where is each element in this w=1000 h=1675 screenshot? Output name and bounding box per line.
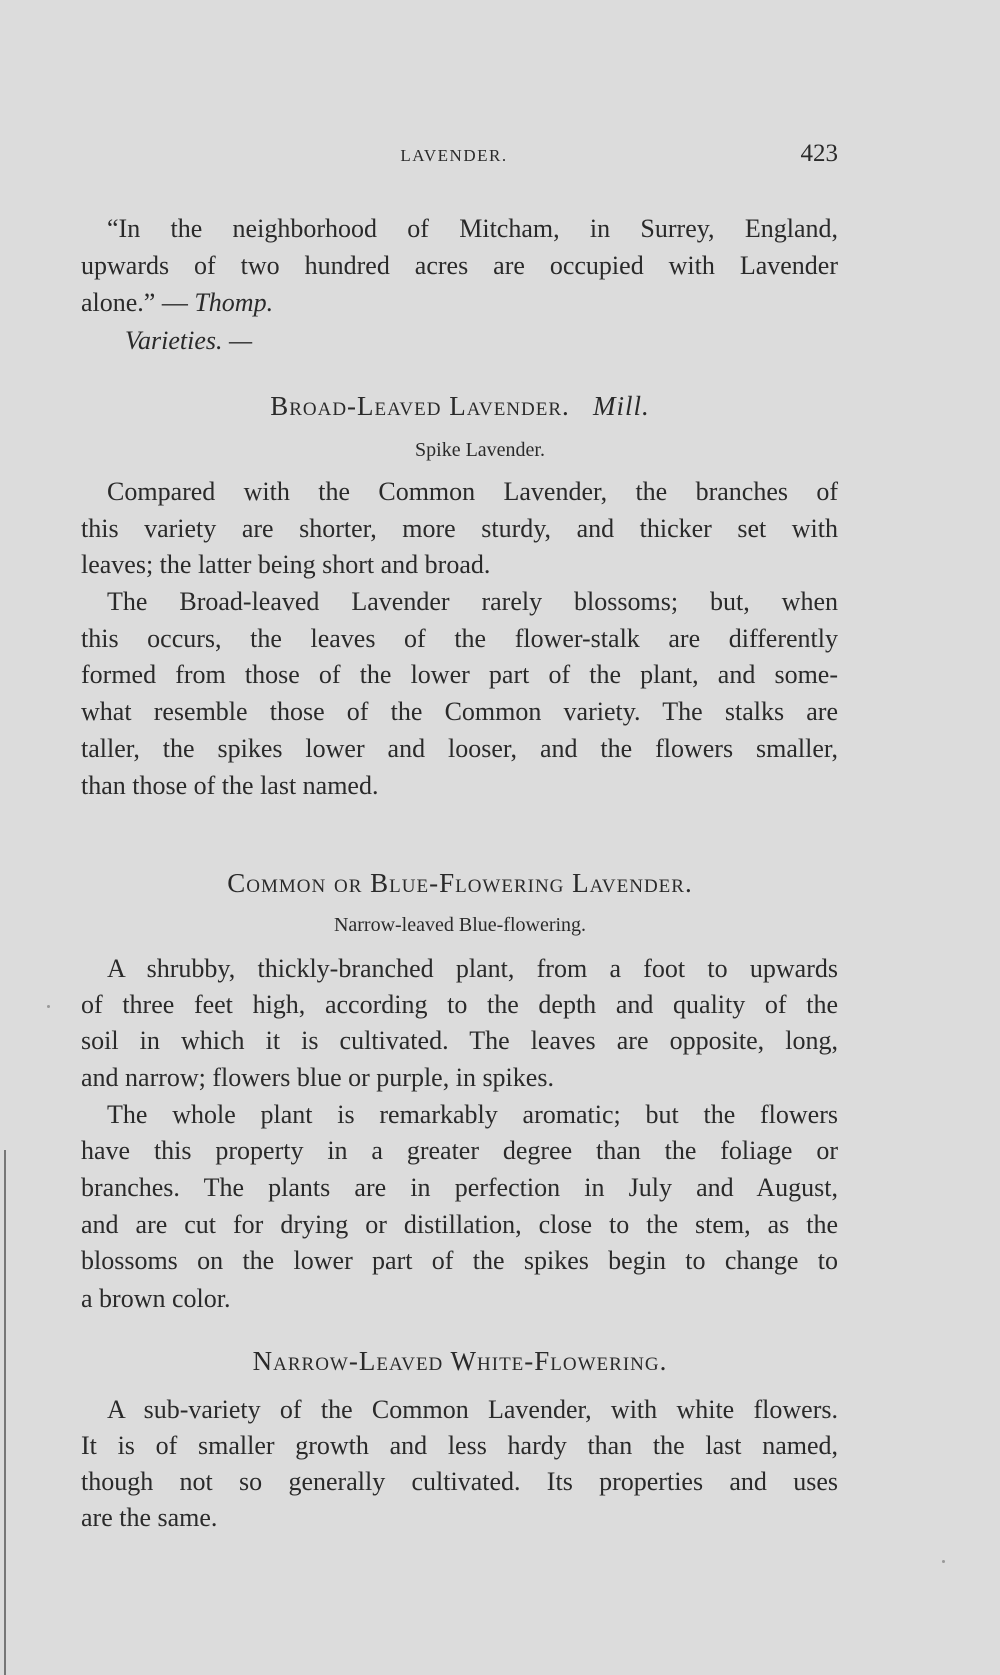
text-line: formed from those of the lower part of the plant, and some- [81,660,838,689]
text-line: are the same. [81,1503,218,1532]
text-line: A sub-variety of the Common Lavender, with white flowers. [107,1395,838,1424]
scan-speck [47,1005,50,1008]
varieties-label [125,323,882,359]
text-line [81,285,838,321]
text-line: this variety are shorter, more sturdy, and thicker set with [81,514,838,543]
running-title: LAVENDER. [400,146,508,165]
text-line: The whole plant is remarkably aromatic; but the flowers [107,1100,838,1129]
varieties-text: Varieties. — [125,326,253,355]
text-line: what resemble those of the Common variety. The stalks are [81,697,838,726]
page-number: 423 [800,140,838,167]
text-line: and narrow; flowers blue or purple, in spikes. [81,1063,554,1092]
section-title: Broad-Leaved Lavender. [270,391,570,421]
attribution: Thomp. [194,288,274,317]
section-heading: Common or Blue-Flowering Lavender. [227,868,693,898]
text-line: taller, the spikes lower and looser, and the flowers smaller, [81,734,838,763]
text-line: A shrubby, thickly-branched plant, from a foot to upwards [107,954,838,983]
text-line: and are cut for drying or distillation, close to the stem, as the [81,1210,838,1239]
text-line: a brown color. [81,1284,231,1313]
section-heading: Narrow-Leaved White-Flowering. [252,1346,668,1376]
text-line: of three feet high, according to the depth and quality of the [81,990,838,1019]
page-binding-edge [4,1150,6,1675]
text-line: blossoms on the lower part of the spikes begin to change to [81,1246,838,1275]
text-line: have this property in a greater degree than the foliage or [81,1136,838,1165]
section-heading [0,388,960,424]
text-line: It is of smaller growth and less hardy than the last named, [81,1431,838,1460]
text-line: Compared with the Common Lavender, the branches of [107,477,838,506]
text-line: “In the neighborhood of Mitcham, in Surrey, England, [107,214,838,243]
text-line: this occurs, the leaves of the flower-stalk are differently [81,624,838,653]
section-synonym: Narrow-leaved Blue-flowering. [333,914,587,936]
text-line: branches. The plants are in perfection in July and August, [81,1173,838,1202]
text-line: upwards of two hundred acres are occupied with Lavender [81,251,838,280]
scan-speck [942,1560,945,1563]
quote-end: alone.” — [81,288,188,317]
text-line: than those of the last named. [81,771,379,800]
text-line: The Broad-leaved Lavender rarely blossoms; but, when [107,587,838,616]
section-synonym: Spike Lavender. [415,439,545,461]
section-authority: Mill. [593,391,650,421]
text-line: leaves; the latter being short and broad. [81,550,491,579]
text-line: soil in which it is cultivated. The leaves are opposite, long, [81,1026,838,1055]
text-line: though not so generally cultivated. Its properties and uses [81,1467,838,1496]
